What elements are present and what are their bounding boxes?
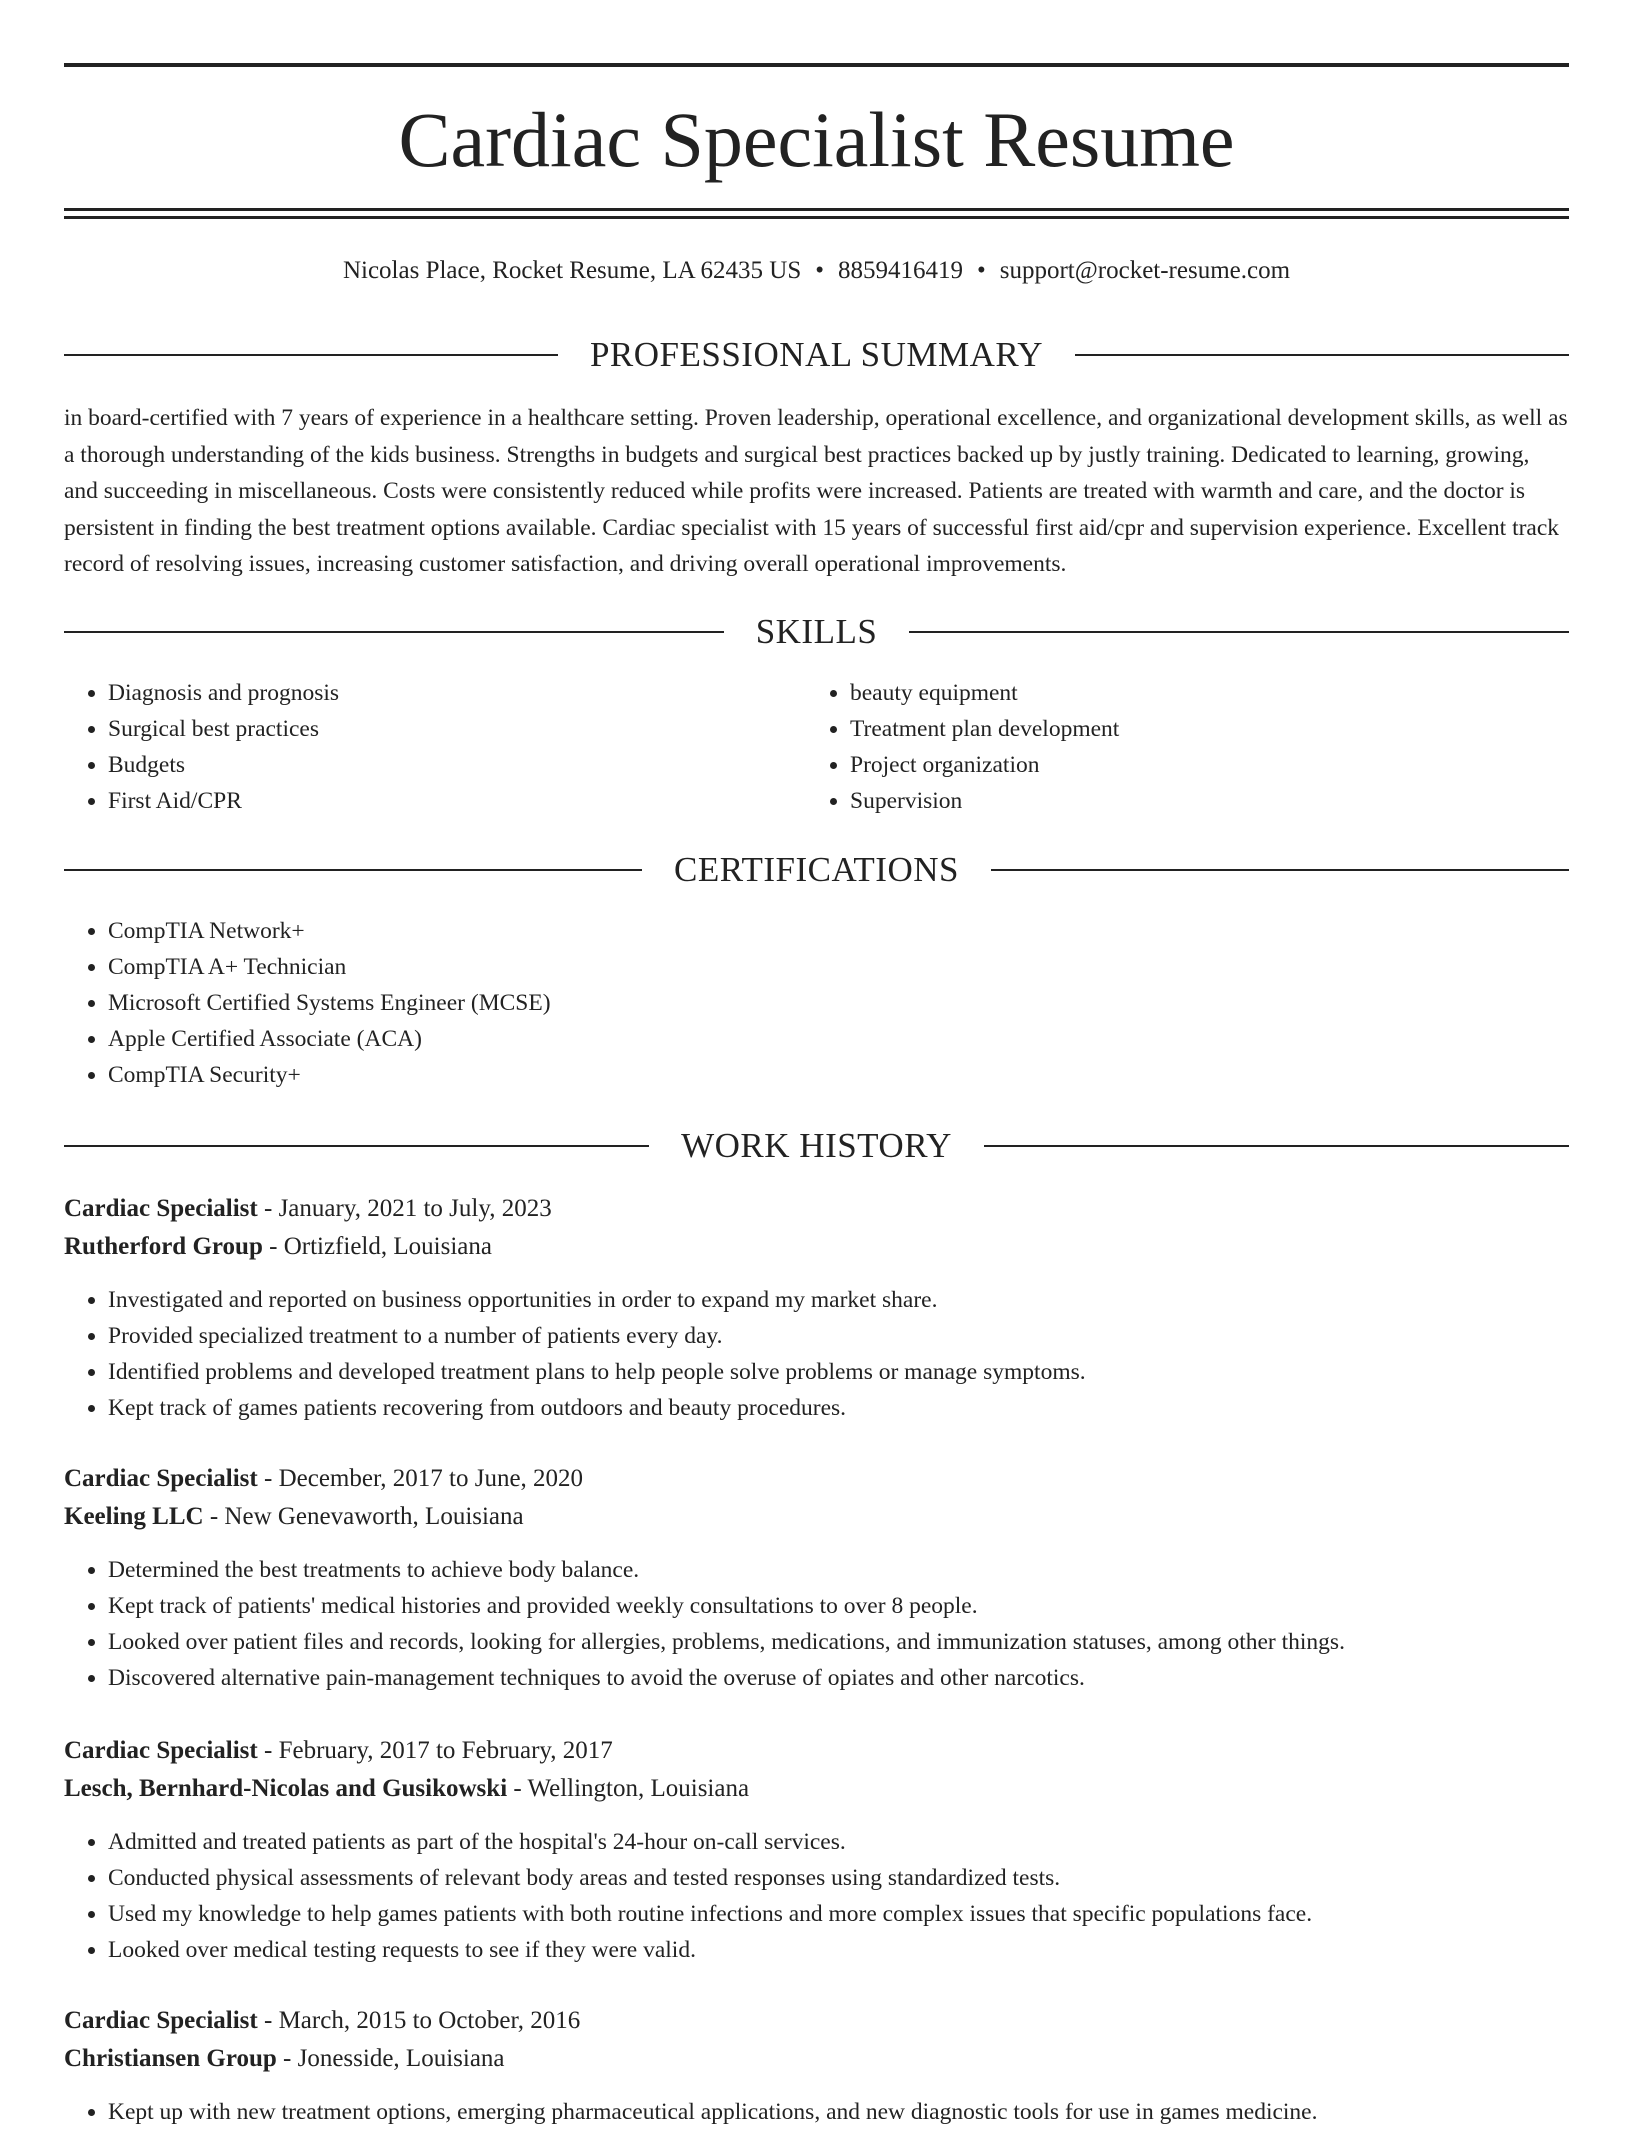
job-title-line bbox=[64, 1190, 1569, 1228]
job-company: Lesch, Bernhard-Nicolas and Gusikowski bbox=[64, 1775, 508, 1802]
job-company-line bbox=[64, 2040, 1569, 2078]
skill-item: • Surgical best practices bbox=[108, 711, 804, 747]
section-rule-right bbox=[991, 869, 1569, 871]
job-entry bbox=[64, 1460, 1569, 1696]
job-bullets bbox=[64, 2094, 1569, 2130]
certification-item: • CompTIA A+ Technician bbox=[108, 949, 1569, 985]
job-entry bbox=[64, 1732, 1569, 1968]
job-company-line bbox=[64, 1770, 1569, 1808]
job-bullet: • Kept track of games patients recovering from outdoors and beauty procedures. bbox=[108, 1390, 1569, 1426]
job-bullet: • Determined the best treatments to achieve body balance. bbox=[108, 1552, 1569, 1588]
job-company-line bbox=[64, 1498, 1569, 1536]
job-bullet: • Conducted physical assessments of relevant body areas and tested responses using standardized tests. bbox=[108, 1860, 1569, 1896]
contact-email[interactable]: support@rocket-resume.com bbox=[999, 257, 1291, 284]
job-dates: January, 2021 to July, 2023 bbox=[278, 1195, 552, 1222]
section-rule-left bbox=[64, 631, 724, 633]
job-entry bbox=[64, 2002, 1569, 2130]
certifications-block bbox=[64, 913, 1569, 1093]
header-double-rule-upper bbox=[64, 208, 1569, 211]
skill-item: • Treatment plan development bbox=[850, 711, 1569, 747]
section-title-skills: SKILLS bbox=[755, 612, 878, 651]
job-entry bbox=[64, 1190, 1569, 1426]
skills-column-left bbox=[64, 675, 804, 819]
job-bullet: • Used my knowledge to help games patients with both routine infections and more complex issues that specific populations face. bbox=[108, 1896, 1569, 1932]
job-title-line bbox=[64, 2002, 1569, 2040]
certification-item: • Microsoft Certified Systems Engineer (MCSE) bbox=[108, 985, 1569, 1021]
skills-list-right bbox=[806, 675, 1569, 819]
job-bullet: • Provided specialized treatment to a number of patients every day. bbox=[108, 1318, 1569, 1354]
job-bullets bbox=[64, 1824, 1569, 1968]
skill-item: • Supervision bbox=[850, 783, 1569, 819]
job-bullet: • Identified problems and developed treatment plans to help people solve problems or manage symptoms. bbox=[108, 1354, 1569, 1390]
section-header-skills bbox=[64, 610, 1569, 654]
contact-separator: • bbox=[976, 257, 986, 284]
job-dash: - bbox=[507, 1775, 528, 1802]
job-company-line bbox=[64, 1228, 1569, 1266]
job-bullet: • Investigated and reported on business opportunities in order to expand my market share. bbox=[108, 1282, 1569, 1318]
job-bullet: • Looked over patient files and records, looking for allergies, problems, medications, and immunization statuses, among other things. bbox=[108, 1624, 1569, 1660]
skills-column-right bbox=[806, 675, 1569, 819]
summary-text: in board-certified with 7 years of experience in a healthcare setting. Proven leadership, operational excellence, and organizational development skills, as well as a thorough understanding of the kids business. Strengths in budgets and surgical best practices backed up by justly training. Dedicated to learning, growing, and succeeding in miscellaneous. Costs were consistently reduced while profits were increased. Patients are treated with warmth and care, and the doctor is persistent in finding the best treatment options available. Cardiac specialist with 15 years of successful first aid/cpr and supervision experience. Excellent track record of resolving issues, increasing customer satisfaction, and driving overall operational improvements. bbox=[64, 405, 1568, 577]
section-rule-left bbox=[64, 869, 642, 871]
contact-line bbox=[64, 254, 1569, 288]
certification-item: • Apple Certified Associate (ACA) bbox=[108, 1021, 1569, 1057]
job-company: Rutherford Group bbox=[64, 1233, 263, 1260]
job-location: Jonesside, Louisiana bbox=[297, 2045, 505, 2072]
job-bullets bbox=[64, 1552, 1569, 1696]
skill-item: • Project organization bbox=[850, 747, 1569, 783]
section-header-certifications bbox=[64, 848, 1569, 892]
certification-item: • CompTIA Security+ bbox=[108, 1057, 1569, 1093]
job-title: Cardiac Specialist bbox=[64, 1195, 258, 1222]
job-dash: - bbox=[257, 1465, 279, 1492]
skill-item: • First Aid/CPR bbox=[108, 783, 804, 819]
header-double-rule-lower bbox=[64, 216, 1569, 219]
job-dash: - bbox=[203, 1503, 225, 1530]
contact-address: Nicolas Place, Rocket Resume, LA 62435 US bbox=[342, 257, 802, 284]
job-dates: December, 2017 to June, 2020 bbox=[278, 1465, 584, 1492]
skills-list-left bbox=[64, 675, 804, 819]
job-location: New Genevaworth, Louisiana bbox=[224, 1503, 524, 1530]
job-title-line bbox=[64, 1732, 1569, 1770]
job-dash: - bbox=[257, 2007, 279, 2034]
job-location: Ortizfield, Louisiana bbox=[283, 1233, 492, 1260]
job-bullet: • Admitted and treated patients as part of the hospital's 24-hour on-call services. bbox=[108, 1824, 1569, 1860]
job-company: Keeling LLC bbox=[64, 1503, 204, 1530]
section-rule-left bbox=[64, 1145, 649, 1147]
job-title-line bbox=[64, 1460, 1569, 1498]
section-rule-right bbox=[1075, 354, 1569, 356]
section-rule-right bbox=[984, 1145, 1569, 1147]
section-title-certifications: CERTIFICATIONS bbox=[674, 850, 959, 889]
job-title: Cardiac Specialist bbox=[64, 1737, 258, 1764]
contact-phone: 8859416419 bbox=[837, 257, 963, 284]
resume-title: Cardiac Specialist Resume bbox=[398, 96, 1235, 183]
header-top-rule bbox=[64, 63, 1569, 67]
skill-item: • Diagnosis and prognosis bbox=[108, 675, 804, 711]
job-title: Cardiac Specialist bbox=[64, 1465, 258, 1492]
job-bullet: • Kept up with new treatment options, emerging pharmaceutical applications, and new diagnostic tools for use in games medicine. bbox=[108, 2094, 1569, 2130]
certifications-list bbox=[64, 913, 1569, 1093]
section-header-work-history bbox=[64, 1124, 1569, 1168]
job-company: Christiansen Group bbox=[64, 2045, 277, 2072]
job-bullets bbox=[64, 1282, 1569, 1426]
job-dash: - bbox=[276, 2045, 298, 2072]
section-header-summary bbox=[64, 333, 1569, 377]
job-dash: - bbox=[262, 1233, 284, 1260]
job-bullet: • Kept track of patients' medical histories and provided weekly consultations to over 8 people. bbox=[108, 1588, 1569, 1624]
section-title-summary: PROFESSIONAL SUMMARY bbox=[589, 335, 1044, 374]
job-dash: - bbox=[257, 1195, 279, 1222]
skill-item: • beauty equipment bbox=[850, 675, 1569, 711]
job-bullet: • Discovered alternative pain-management techniques to avoid the overuse of opiates and other narcotics. bbox=[108, 1660, 1569, 1696]
job-dates: March, 2015 to October, 2016 bbox=[278, 2007, 581, 2034]
job-dates: February, 2017 to February, 2017 bbox=[278, 1737, 613, 1764]
job-dash: - bbox=[257, 1737, 279, 1764]
section-title-work-history: WORK HISTORY bbox=[681, 1126, 952, 1165]
skill-item: • Budgets bbox=[108, 747, 804, 783]
job-title: Cardiac Specialist bbox=[64, 2007, 258, 2034]
certification-item: • CompTIA Network+ bbox=[108, 913, 1569, 949]
job-location: Wellington, Louisiana bbox=[527, 1775, 750, 1802]
job-bullet: • Looked over medical testing requests to see if they were valid. bbox=[108, 1932, 1569, 1968]
contact-separator: • bbox=[815, 257, 824, 284]
section-rule-left bbox=[64, 354, 558, 356]
section-rule-right bbox=[909, 631, 1569, 633]
